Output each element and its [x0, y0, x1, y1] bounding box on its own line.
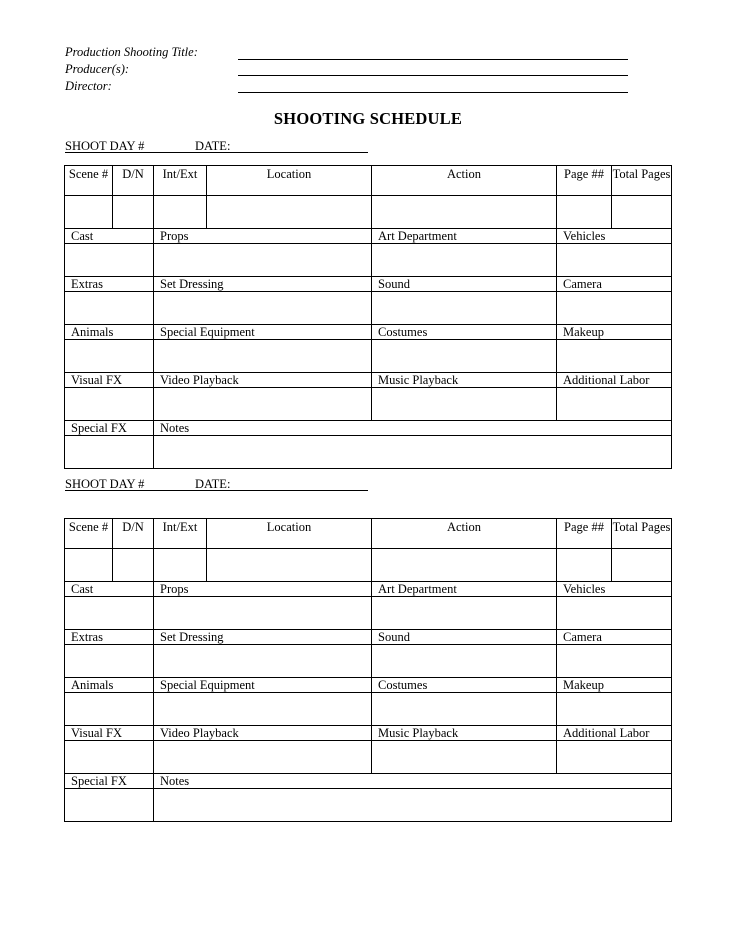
cast-label: Cast [65, 582, 154, 597]
additional-labor-label: Additional Labor [557, 373, 672, 388]
extras-label: Extras [65, 277, 154, 292]
vehicles-label: Vehicles [557, 582, 672, 597]
special-fx-field[interactable] [65, 436, 154, 469]
col-total-pages: Total Pages [612, 519, 672, 549]
page-title: SHOOTING SCHEDULE [273, 109, 463, 128]
props-field[interactable] [154, 244, 372, 277]
special-equipment-label: Special Equipment [154, 325, 372, 340]
col-action: Action [372, 166, 557, 196]
set-dressing-label: Set Dressing [154, 630, 372, 645]
animals-field[interactable] [65, 340, 154, 373]
total-pages-cell[interactable] [612, 549, 672, 582]
producers-label: Producer(s): [65, 62, 130, 76]
camera-field[interactable] [557, 292, 672, 325]
set-dressing-field[interactable] [154, 292, 372, 325]
col-total-pages: Total Pages [612, 166, 672, 196]
special-equipment-field[interactable] [154, 340, 372, 373]
col-dn: D/N [113, 166, 154, 196]
visual-fx-field[interactable] [65, 741, 154, 774]
shoot-day-label: SHOOT DAY # [65, 139, 145, 153]
video-playback-label: Video Playback [154, 373, 372, 388]
scene-cell[interactable] [65, 196, 113, 229]
camera-label: Camera [557, 277, 672, 292]
art-department-label: Art Department [372, 582, 557, 597]
sound-label: Sound [372, 277, 557, 292]
col-scene: Scene # [65, 166, 113, 196]
art-department-field[interactable] [372, 597, 557, 630]
total-pages-cell[interactable] [612, 196, 672, 229]
scene-cell[interactable] [65, 549, 113, 582]
camera-label: Camera [557, 630, 672, 645]
extras-label: Extras [65, 630, 154, 645]
costumes-label: Costumes [372, 678, 557, 693]
director-label: Director: [65, 79, 112, 93]
visual-fx-label: Visual FX [65, 726, 154, 741]
props-label: Props [154, 229, 372, 244]
action-cell[interactable] [372, 549, 557, 582]
extras-field[interactable] [65, 645, 154, 678]
cast-label: Cast [65, 229, 154, 244]
vehicles-field[interactable] [557, 597, 672, 630]
notes-field[interactable] [154, 789, 672, 822]
vehicles-field[interactable] [557, 244, 672, 277]
special-equipment-label: Special Equipment [154, 678, 372, 693]
date-label: DATE: [195, 139, 231, 153]
set-dressing-label: Set Dressing [154, 277, 372, 292]
costumes-field[interactable] [372, 340, 557, 373]
shoot-day-date-line[interactable] [65, 490, 368, 491]
additional-labor-label: Additional Labor [557, 726, 672, 741]
video-playback-label: Video Playback [154, 726, 372, 741]
col-int-ext: Int/Ext [154, 519, 207, 549]
animals-label: Animals [65, 325, 154, 340]
production-title-label: Production Shooting Title: [65, 45, 198, 59]
notes-field[interactable] [154, 436, 672, 469]
production-title-field[interactable] [238, 59, 628, 60]
special-fx-label: Special FX [65, 421, 154, 436]
int-ext-cell[interactable] [154, 196, 207, 229]
video-playback-field[interactable] [154, 388, 372, 421]
extras-field[interactable] [65, 292, 154, 325]
date-label: DATE: [195, 477, 231, 491]
vehicles-label: Vehicles [557, 229, 672, 244]
producers-field[interactable] [238, 75, 628, 76]
special-equipment-field[interactable] [154, 693, 372, 726]
col-int-ext: Int/Ext [154, 166, 207, 196]
video-playback-field[interactable] [154, 741, 372, 774]
additional-labor-field[interactable] [557, 741, 672, 774]
page-cell[interactable] [557, 549, 612, 582]
col-scene: Scene # [65, 519, 113, 549]
page-cell[interactable] [557, 196, 612, 229]
makeup-label: Makeup [557, 325, 672, 340]
set-dressing-field[interactable] [154, 645, 372, 678]
cast-field[interactable] [65, 597, 154, 630]
music-playback-field[interactable] [372, 741, 557, 774]
cast-field[interactable] [65, 244, 154, 277]
music-playback-label: Music Playback [372, 726, 557, 741]
director-field[interactable] [238, 92, 628, 93]
costumes-label: Costumes [372, 325, 557, 340]
dn-cell[interactable] [113, 549, 154, 582]
dn-cell[interactable] [113, 196, 154, 229]
int-ext-cell[interactable] [154, 549, 207, 582]
makeup-field[interactable] [557, 340, 672, 373]
sound-field[interactable] [372, 292, 557, 325]
action-cell[interactable] [372, 196, 557, 229]
col-dn: D/N [113, 519, 154, 549]
special-fx-label: Special FX [65, 774, 154, 789]
col-action: Action [372, 519, 557, 549]
sound-field[interactable] [372, 645, 557, 678]
shoot-day-date-line[interactable] [65, 152, 368, 153]
props-label: Props [154, 582, 372, 597]
location-cell[interactable] [207, 196, 372, 229]
col-location: Location [207, 519, 372, 549]
costumes-field[interactable] [372, 693, 557, 726]
visual-fx-label: Visual FX [65, 373, 154, 388]
col-location: Location [207, 166, 372, 196]
location-cell[interactable] [207, 549, 372, 582]
art-department-label: Art Department [372, 229, 557, 244]
sound-label: Sound [372, 630, 557, 645]
art-department-field[interactable] [372, 244, 557, 277]
col-page: Page ## [557, 519, 612, 549]
special-fx-field[interactable] [65, 789, 154, 822]
notes-label: Notes [154, 774, 672, 789]
makeup-field[interactable] [557, 693, 672, 726]
visual-fx-field[interactable] [65, 388, 154, 421]
animals-field[interactable] [65, 693, 154, 726]
makeup-label: Makeup [557, 678, 672, 693]
notes-label: Notes [154, 421, 672, 436]
shoot-day-label: SHOOT DAY # [65, 477, 145, 491]
music-playback-label: Music Playback [372, 373, 557, 388]
additional-labor-field[interactable] [557, 388, 672, 421]
schedule-table-2 [64, 518, 672, 822]
camera-field[interactable] [557, 645, 672, 678]
schedule-table-1 [64, 165, 672, 469]
animals-label: Animals [65, 678, 154, 693]
props-field[interactable] [154, 597, 372, 630]
music-playback-field[interactable] [372, 388, 557, 421]
col-page: Page ## [557, 166, 612, 196]
